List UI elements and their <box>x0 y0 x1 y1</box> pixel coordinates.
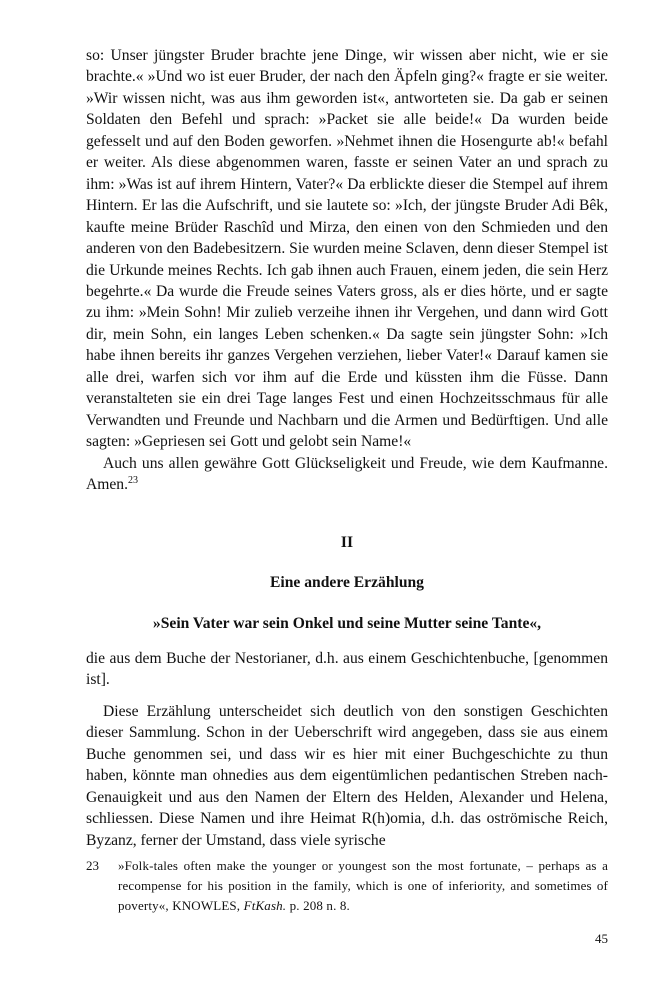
paragraph-commentary: Diese Erzählung unterscheidet sich deutlich von den sonstigen Geschichten dieser Sammlung. Schon in der Ueberschrift wird angegeben, dass sie aus einem Buche genommen sei, und dass wir es hier mit einer Buchgeschichte zu thun haben, könnte man ohnedies aus dem eigentümlichen pedantischen Streben nach- Genauigkeit und aus den Namen der Eltern des Helden, Alexander und Helena, schliessen. Diese Namen und ihre Heimat R(h)omia, d.h. das oströmische Reich, Byzanz, ferner der Umstand, dass viele syrische <box>86 702 608 849</box>
footnote-citation-page: p. 208 n. 8. <box>289 898 350 913</box>
section-title: »Sein Vater war sein Onkel und seine Mutter seine Tante«, <box>152 615 542 632</box>
section-number: II <box>340 534 354 551</box>
footnote-23 <box>86 856 608 916</box>
paragraph-story-end: so: Unser jüngster Bruder brachte jene Dinge, wir wissen aber nicht, wie er sie brachte.« »Und wo ist euer Bruder, der nach den Äpfeln ging?« fragte er sie weiter. »Wir wissen nicht, was aus ihm geworden ist«, antworteten sie. Da gab er seinen Soldaten den Befehl und sprach: »Packet sie alle beide!« Da wurden beide gefesselt und auf den Boden geworfen. »Nehmet ihnen die Hosengurte ab!« befahl er weiter. Als diese abgenommen waren, fasste er seinen Vater an und sprach zu ihm: »Was ist auf ihrem Hintern, Vater?« Da erblickte dieser die Stempel auf ihrem Hintern. Er las die Aufschrift, und sie lautete so: »Ich, der jüngste Bruder Adi Bêk, kaufte meine Brüder Raschîd und Mirza, den einen von den Schmieden und den anderen von den Badebesitzern. Sie wurden meine Sclaven, denn dieser Stempel ist die Urkunde meines Rechts. Ich gab ihnen auch Frauen, einem jeden, die sein Herz begehrte.« Da wurde die Freude seines Vaters gross, als er dies hörte, und er sagte zu ihm: »Mein Sohn! Mir zulieb verzeihe ihnen ihr Vergehen, und dann wird Gott dir, mein Sohn, ein langes Leben schenken.« Da sagte sein jüngster Sohn: »Ich habe ihnen bereits ihr ganzes Vergehen verziehen, lieber Vater!« Darauf kamen sie alle drei, warfen sich vor ihm auf die Erde und küssten ihm die Füsse. Dann veranstalteten sie ein drei Tage langes Fest und einen Hochzeitsschmaus für alle Verwandten und Freunde und Nachbarn und die Armen und Bedürftigen. Und alle sagten: »Gepriesen sei Gott und gelobt sein Name!« <box>86 47 608 451</box>
footnote-ref-23[interactable]: 23 <box>128 475 139 487</box>
footnote-text <box>118 856 608 916</box>
section-body <box>86 648 608 851</box>
main-text <box>86 45 608 496</box>
footnote-quote: »Folk-tales often make the younger or youngest son the most fortunate, – perhaps as a recompense for his position in the family, which is one of inferiority, and sometimes of poverty«, KNOWLES, <box>118 858 608 913</box>
page-number: 45 <box>595 931 608 946</box>
footnote-citation-title: FtKash. <box>243 898 287 913</box>
closing-text: Auch uns allen gewähre Gott Glückseligkeit und Freude, wie dem Kaufmanne. Amen. <box>86 454 608 494</box>
source-line: die aus dem Buche der Nestorianer, d.h. aus einem Geschichtenbuche, [genommen ist]. <box>86 650 608 689</box>
footnote-number: 23 <box>86 858 99 873</box>
paragraph-closing <box>86 453 608 496</box>
section-subtitle: Eine andere Erzählung <box>270 574 424 591</box>
